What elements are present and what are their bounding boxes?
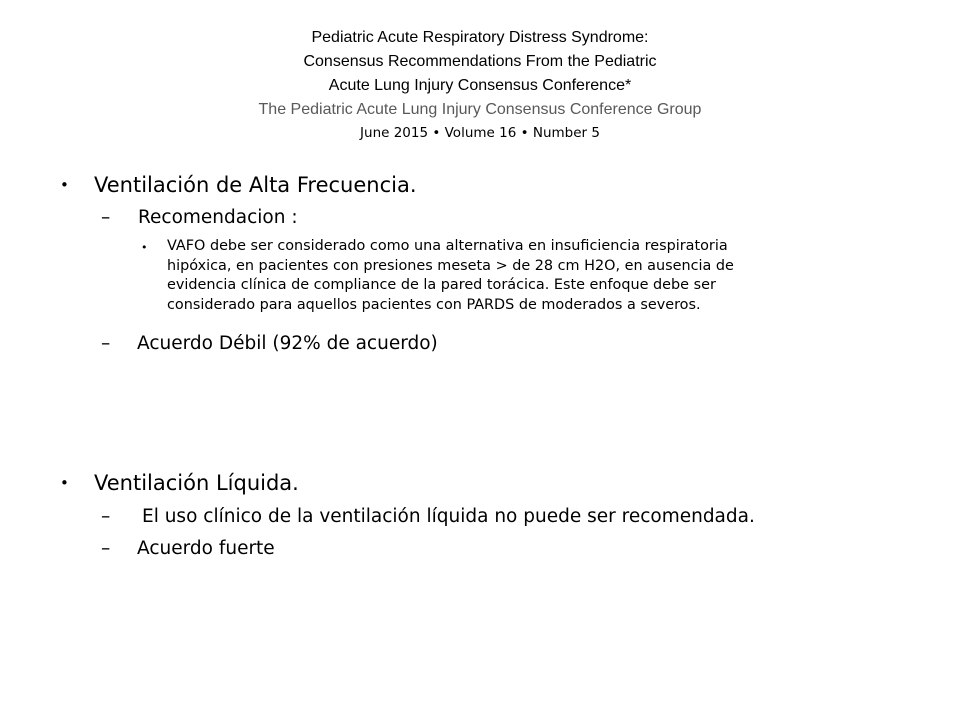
article-title-line-1: Pediatric Acute Respiratory Distress Syndrome:	[311, 29, 649, 46]
journal-issue: June 2015 • Volume 16 • Number 5	[360, 125, 600, 141]
recommendation-statement: El uso clínico de la ventilación líquida no puede ser recomendada.	[142, 506, 755, 527]
detail-line: VAFO debe ser considerado como una alternativa en insuficiencia respiratoria	[167, 238, 728, 254]
detail-line: evidencia clínica de compliance de la pared torácica. Este enfoque debe ser	[167, 277, 716, 293]
agreement-strong: Acuerdo fuerte	[137, 538, 275, 559]
article-title-line-2: Consensus Recommendations From the Pediatric	[303, 53, 657, 70]
dash-icon: –	[101, 538, 111, 559]
bullet-icon: •	[60, 474, 69, 492]
recommendation-detail	[167, 237, 902, 315]
citation-header	[0, 26, 960, 145]
section-title-liquid-ventilation: Ventilación Líquida.	[94, 471, 299, 495]
article-title-line-3: Acute Lung Injury Consensus Conference*	[328, 77, 632, 94]
dash-icon: –	[101, 207, 111, 228]
bullet-icon: •	[141, 241, 148, 254]
author-group: The Pediatric Acute Lung Injury Consensus Conference Group	[258, 101, 702, 118]
dash-icon: –	[101, 333, 111, 354]
detail-line: hipóxica, en pacientes con presiones meseta > de 28 cm H2O, en ausencia de	[167, 257, 734, 274]
recommendation-label: Recomendacion :	[138, 207, 298, 228]
agreement-weak: Acuerdo Débil (92% de acuerdo)	[137, 333, 438, 354]
section-title-hfov: Ventilación de Alta Frecuencia.	[94, 173, 417, 197]
detail-line: considerado para aquellos pacientes con PARDS de moderados a severos.	[167, 296, 701, 313]
bullet-icon: •	[60, 176, 69, 194]
dash-icon: –	[101, 506, 111, 527]
